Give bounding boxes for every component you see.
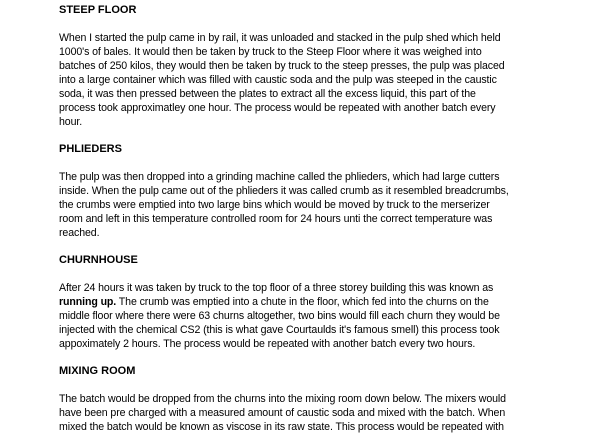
text-line: The batch would be dropped from the churns into the mixing room down below. The mixers would xyxy=(59,393,506,405)
section-phlieders xyxy=(59,142,545,240)
text-line: hour. xyxy=(59,116,83,128)
text-line xyxy=(59,295,545,309)
section-heading: CHURNHOUSE xyxy=(59,254,138,266)
section-heading: STEEP FLOOR xyxy=(59,4,137,16)
section-churnhouse xyxy=(59,253,545,351)
section-paragraph xyxy=(59,31,545,129)
text-run: The crumb was emptied into a chute in the floor, which fed into the churns on the xyxy=(116,296,489,308)
text-line: middle floor where there were 63 churns altogether, two bins would fill each churn they would be xyxy=(59,310,500,322)
section-steep-floor xyxy=(59,3,545,129)
text-line: the crumbs were emptied into two large bins which would be moved by truck to the merserizer xyxy=(59,199,490,211)
text-line: appoximately 2 hours. The process would be repeated with another batch every two hours. xyxy=(59,338,476,350)
text-line: inside. When the pulp came out of the phlieders it was called crumb as it resembled breadcrumbs, xyxy=(59,185,509,197)
text-line: The pulp was then dropped into a grinding machine called the phlieders, which had large cutters xyxy=(59,171,500,183)
section-paragraph xyxy=(59,392,545,434)
text-line: soda, it was then pressed between the plates to extract all the excess liquid, this part of the xyxy=(59,88,476,100)
section-heading: MIXING ROOM xyxy=(59,365,136,377)
text-line: process took approximatley one hour. The process would be repeated with another batch every xyxy=(59,102,496,114)
text-line: mixed the batch would be known as viscose in its raw state. This process would be repeated with xyxy=(59,421,504,433)
section-paragraph xyxy=(59,281,545,351)
text-line: After 24 hours it was taken by truck to the top floor of a three storey building this was known as xyxy=(59,282,494,294)
text-line: into a large container which was filled with caustic soda and the pulp was steeped in the caustic xyxy=(59,74,497,86)
bold-term: running up. xyxy=(59,296,117,308)
section-mixing-room xyxy=(59,364,545,434)
text-line: room and left in this temperature controlled room for 24 hours unti the correct temperature was xyxy=(59,213,493,225)
text-line: reached. xyxy=(59,227,100,239)
section-paragraph xyxy=(59,170,545,240)
document-body xyxy=(59,3,545,434)
text-line: have been pre charged with a measured amount of caustic soda and mixed with the batch. When xyxy=(59,407,506,419)
text-line: 1000's of bales. It would then be taken by truck to the Steep Floor where it was weighed into xyxy=(59,46,482,58)
text-line: batches of 250 kilos, they would then be taken by truck to the steep presses, the pulp was placed xyxy=(59,60,505,72)
section-heading: PHLIEDERS xyxy=(59,143,122,155)
text-line: injected with the chemical CS2 (this is what gave Courtaulds it's famous smell) this process took xyxy=(59,324,500,336)
text-line: When I started the pulp came in by rail, it was unloaded and stacked in the pulp shed which held xyxy=(59,32,501,44)
